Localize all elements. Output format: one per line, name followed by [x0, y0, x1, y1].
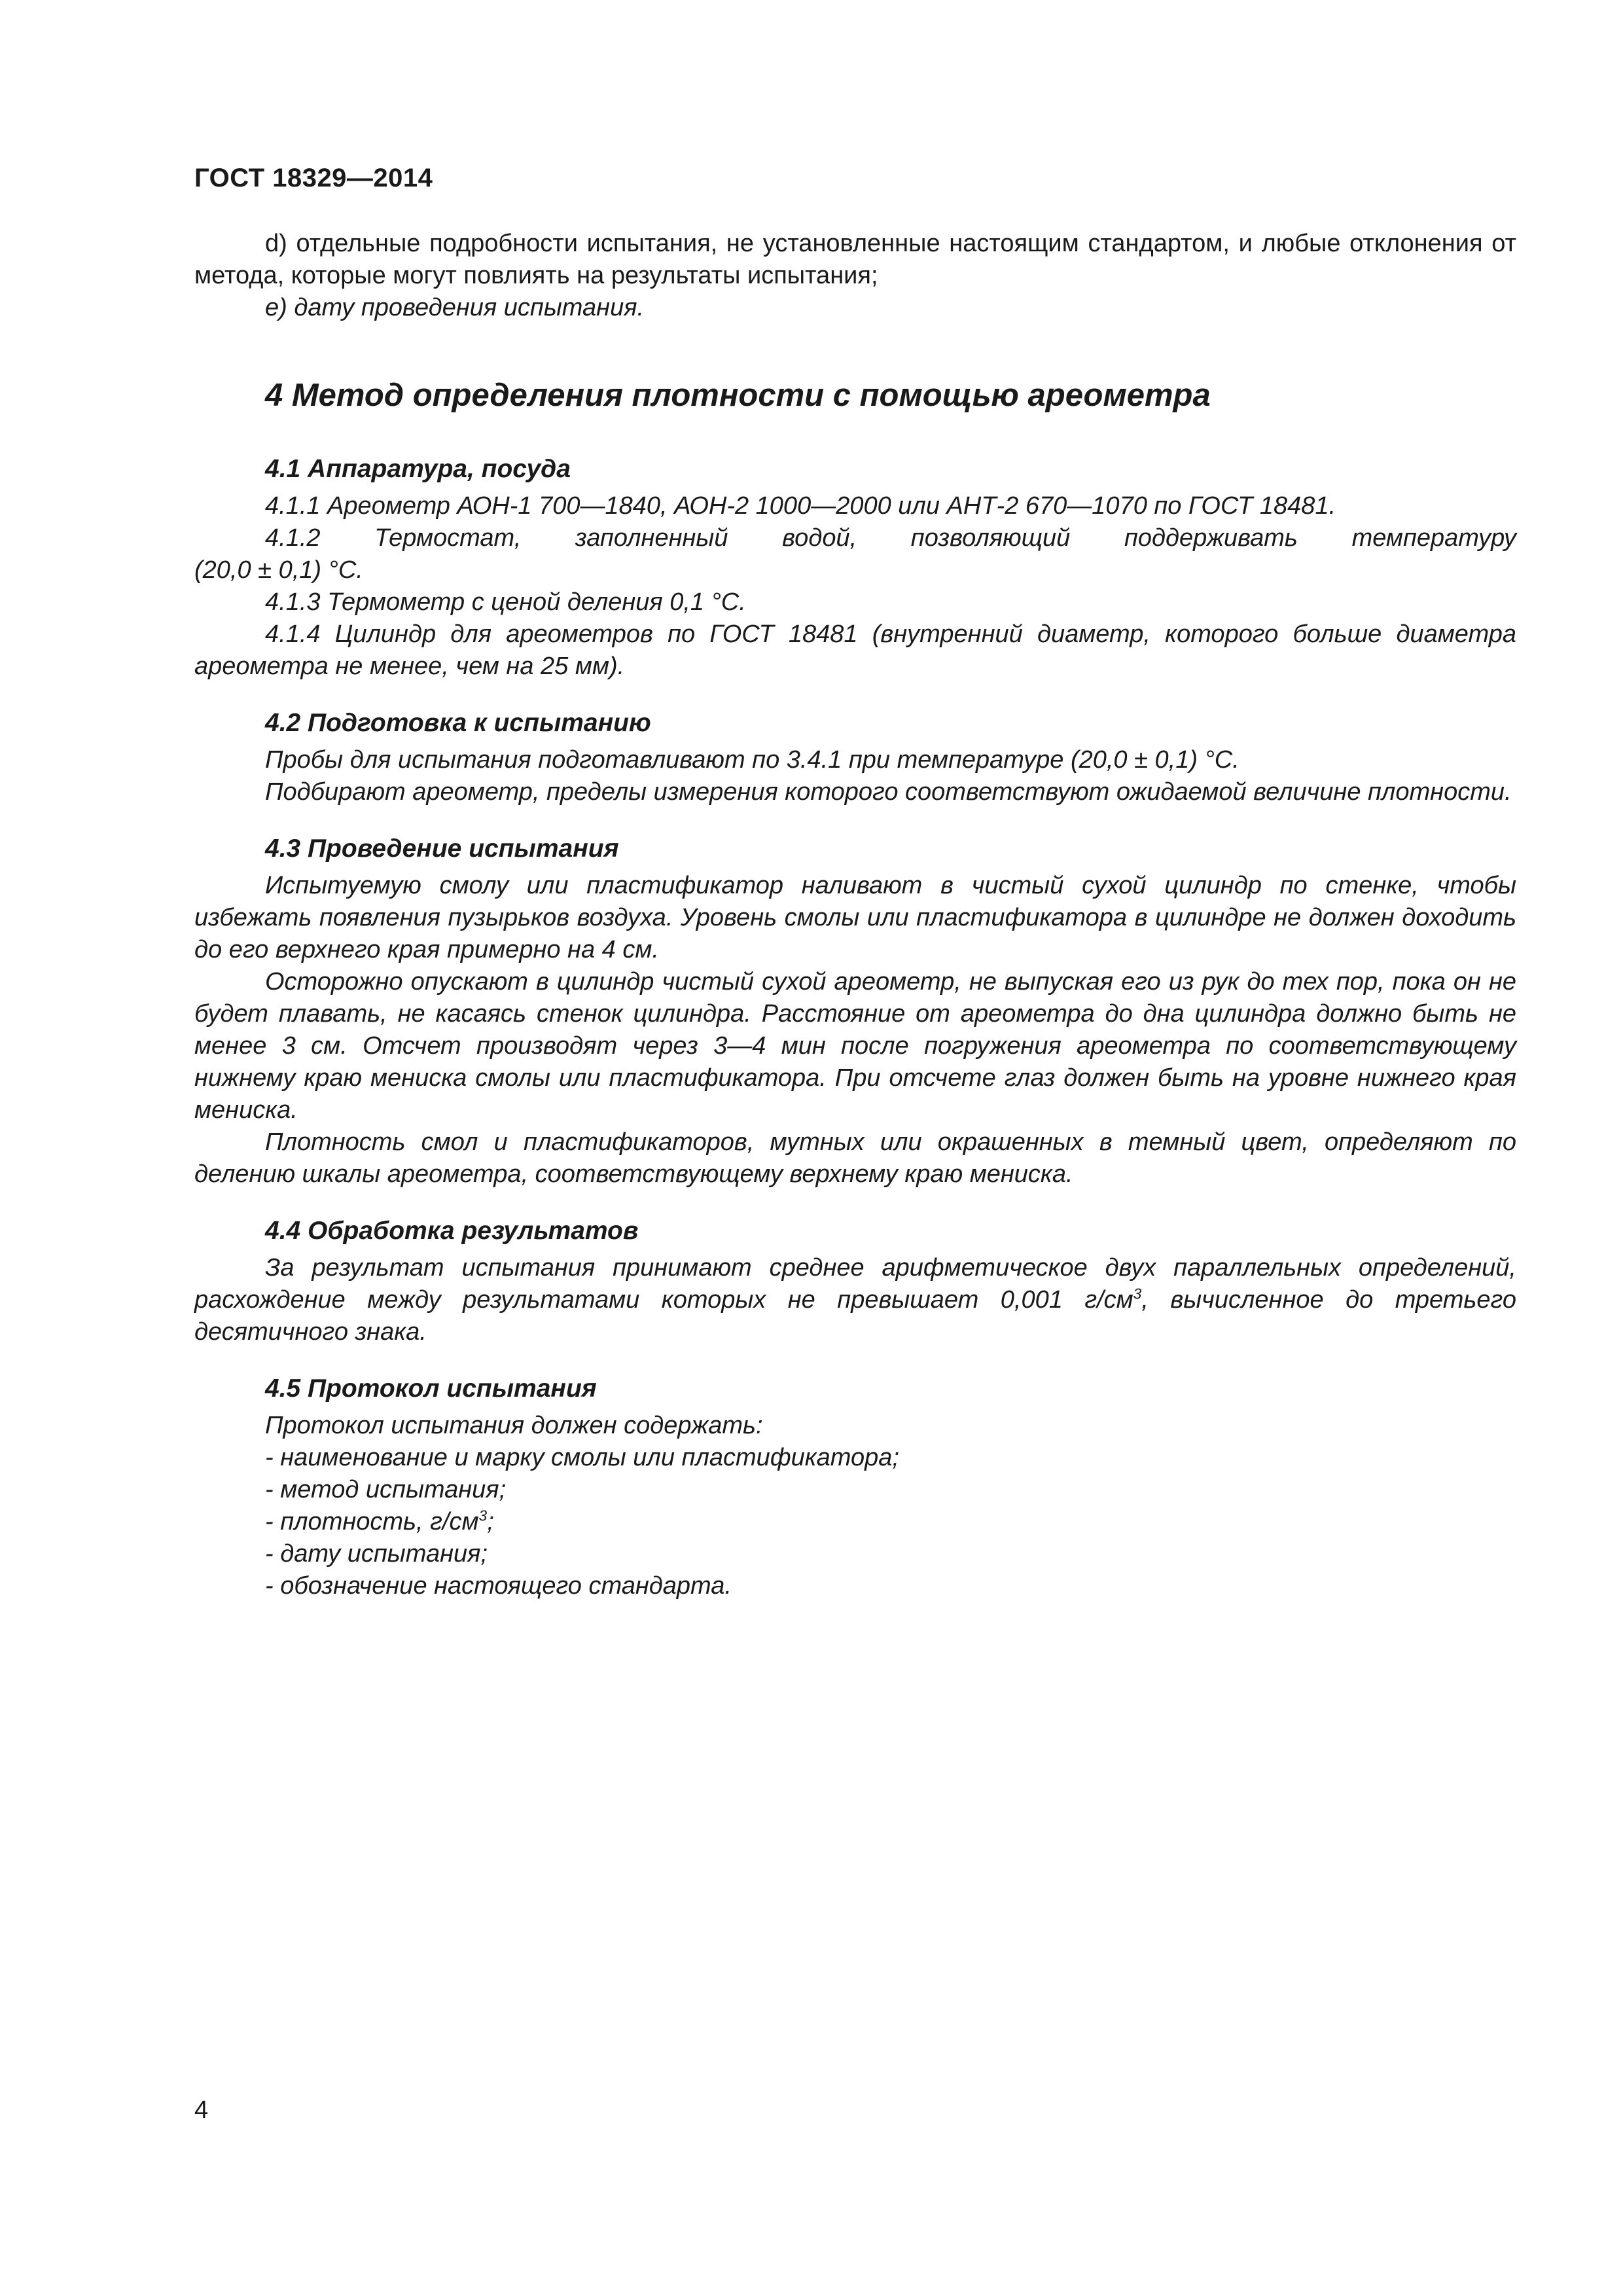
- section-4-1-title: 4.1 Аппаратура, посуда: [265, 455, 571, 483]
- protocol-lead: Протокол испытания должен содержать:: [265, 1412, 763, 1439]
- section-4-4-text-a: За результат испытания принимают среднее арифметическое двух параллельных определений, расхождение между результатами которых не превышает 0,001 г/см: [194, 1254, 1516, 1314]
- section-4-2-para-1: Пробы для испытания подготавливают по 3.4.1 при температуре (20,0 ± 0,1) °С.: [265, 746, 1240, 774]
- section-4-4-title: 4.4 Обработка результатов: [265, 1217, 639, 1245]
- protocol-item-name: - наименование и марку смолы или пластификатора;: [265, 1444, 899, 1471]
- protocol-item-density: [265, 1506, 1516, 1538]
- section-4-2-title: 4.2 Подготовка к испытанию: [265, 709, 651, 737]
- section-4-5-title: 4.5 Протокол испытания: [265, 1374, 597, 1403]
- section-4-3-para-1: Испытуемую смолу или пластификатор наливают в чистый сухой цилиндр по стенке, чтобы избежать появления пузырьков воздуха. Уровень смолы или пластификатора в цилиндре не должен доходить до его верхнего края примерно на 4 см.: [194, 872, 1516, 963]
- intro-item-e: e) дату проведения испытания.: [265, 294, 645, 321]
- document-body: [194, 228, 1516, 1602]
- superscript-cube: 3: [478, 1507, 488, 1524]
- item-4-1-3: 4.1.3 Термометр с ценой деления 0,1 °С.: [265, 588, 746, 616]
- item-4-1-2-line2: (20,0 ± 0,1) °С.: [194, 556, 363, 584]
- section-4-title: 4 Метод определения плотности с помощью ареометра: [265, 378, 1211, 413]
- intro-item-d: d) отдельные подробности испытания, не установленные настоящим стандартом, и любые отклонения от метода, которые могут повлиять на результаты испытания;: [194, 230, 1516, 289]
- item-4-1-4: 4.1.4 Цилиндр для ареометров по ГОСТ 18481 (внутренний диаметр, которого больше диаметра ареометра не менее, чем на 25 мм).: [194, 620, 1516, 680]
- protocol-item-date: - дату испытания;: [265, 1540, 488, 1568]
- section-4-3-title: 4.3 Проведение испытания: [265, 834, 619, 863]
- section-4-4-text-b: , вычисленное до третьего десятичного знака.: [194, 1286, 1516, 1346]
- page-number: 4: [194, 2096, 209, 2124]
- protocol-item-standard: - обозначение настоящего стандарта.: [265, 1572, 732, 1600]
- protocol-item-method: - метод испытания;: [265, 1476, 507, 1503]
- section-4-3-para-3: Плотность смол и пластификаторов, мутных или окрашенных в темный цвет, определяют по делению шкалы ареометра, соответствующему верхнему краю мениска.: [194, 1128, 1516, 1188]
- item-4-1-2-line1: 4.1.2 Термостат, заполненный водой, позволяющий поддерживать температуру: [265, 524, 1516, 552]
- section-4-4-para-1: [194, 1252, 1516, 1348]
- protocol-density-end: ;: [487, 1508, 494, 1535]
- document-code-header: ГОСТ 18329—2014: [194, 164, 433, 192]
- protocol-list: [194, 1410, 1516, 1602]
- section-4-3-para-2: Осторожно опускают в цилиндр чистый сухой ареометр, не выпуская его из рук до тех пор, пока он не будет плавать, не касаясь стенок цилиндра. Расстояние от ареометра до дна цилиндра должно быть не менее 3 см. Отсчет производят через 3—4 мин после погружения ареометра по соответствующему нижнему краю мениска смолы или пластификатора. При отсчете глаз должен быть на уровне нижнего края мениска.: [194, 968, 1516, 1124]
- section-4-2-para-2: Подбирают ареометр, пределы измерения которого соответствуют ожидаемой величине плотности.: [265, 778, 1512, 806]
- item-4-1-1: 4.1.1 Ареометр АОН-1 700—1840, АОН-2 1000—2000 или АНТ-2 670—1070 по ГОСТ 18481.: [265, 492, 1336, 520]
- protocol-density-text: - плотность, г/см: [265, 1508, 479, 1535]
- superscript-cube: 3: [1133, 1285, 1142, 1302]
